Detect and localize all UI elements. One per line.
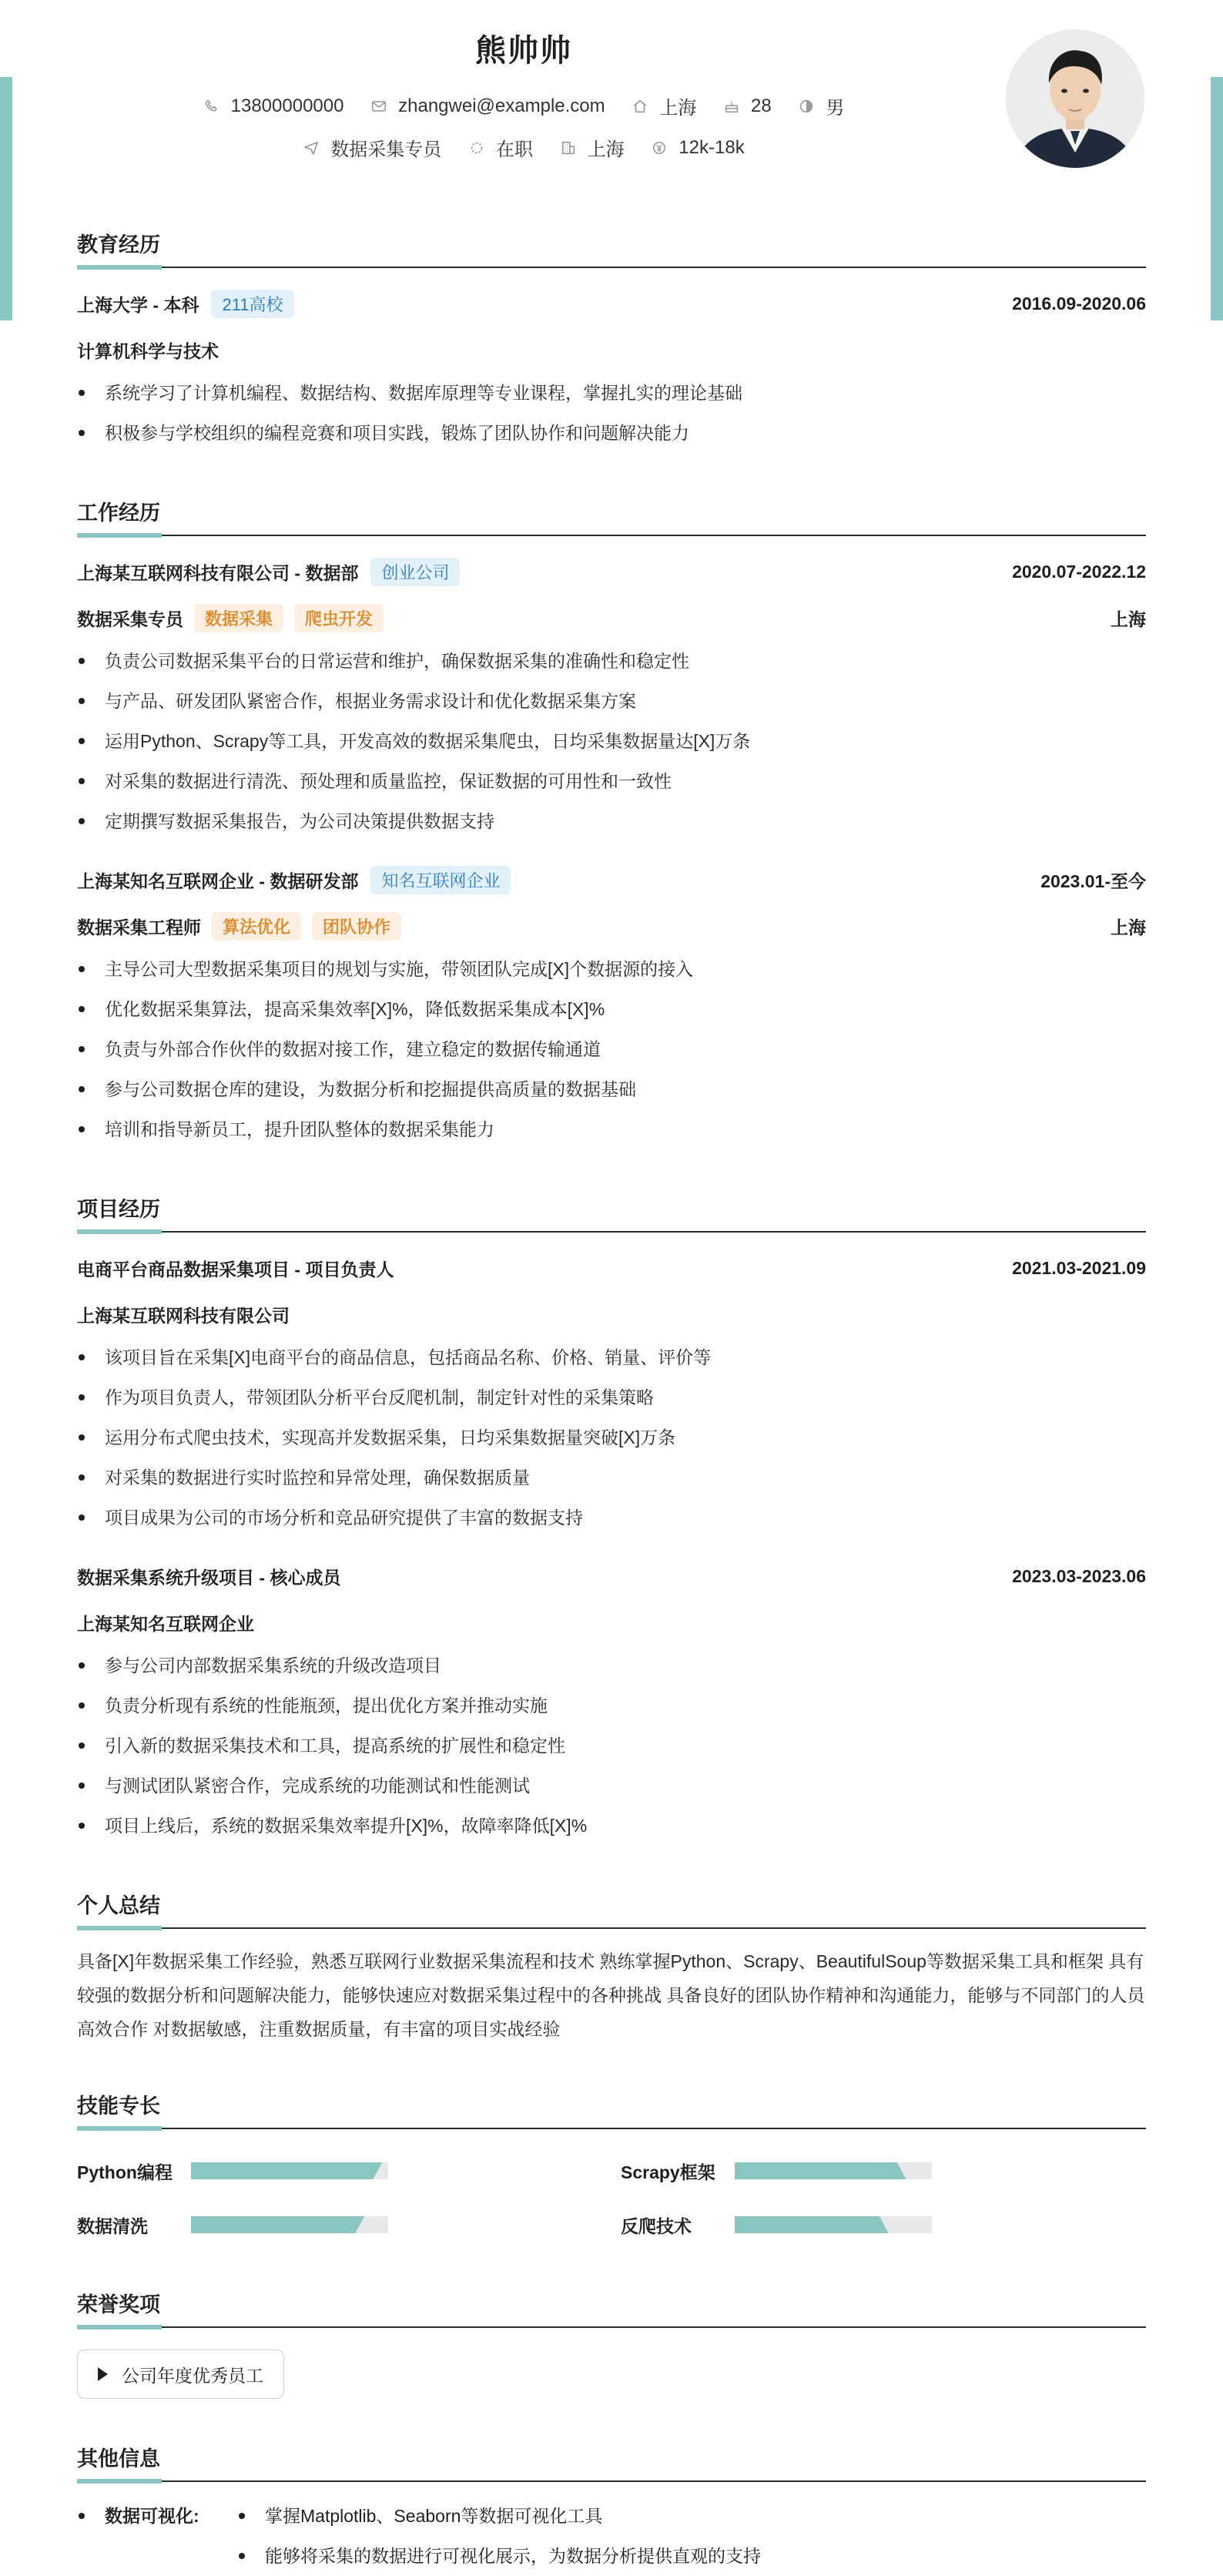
list-item: 系统学习了计算机编程、数据结构、数据库原理等专业课程，掌握扎实的理论基础: [77, 373, 1146, 413]
skill-name: Scrapy框架: [621, 2162, 715, 2182]
list-item: 负责与外部合作伙伴的数据对接工作，建立稳定的数据传输通道: [77, 1029, 1146, 1069]
list-item: 积极参与学校组织的编程竞赛和项目实践，锻炼了团队协作和问题解决能力: [77, 413, 1146, 453]
email-item: [370, 96, 605, 117]
skill-name: 数据清洗: [77, 2215, 148, 2236]
school-name: 上海大学 - 本科: [77, 294, 199, 315]
list-item: 运用分布式爬虫技术，实现高并发数据采集，日均采集数据量突破[X]万条: [77, 1417, 1146, 1457]
email-icon: [370, 98, 387, 115]
education-entry: [77, 268, 1146, 453]
section-accent: [77, 2126, 162, 2131]
gender-icon: [798, 98, 815, 115]
skill-item: [621, 2205, 1146, 2245]
section-accent: [77, 2479, 162, 2484]
project-company: 上海某知名互联网企业: [77, 1613, 254, 1634]
other-info: [77, 2482, 1146, 2576]
company-name: 上海某知名互联网企业 - 数据研发部: [77, 870, 359, 891]
project-entry-2: [77, 1538, 1146, 1846]
work-role-row: [77, 595, 1146, 641]
list-item: 定期撰写数据采集报告，为公司决策提供数据支持: [77, 801, 1146, 841]
other-info-row: [77, 2536, 1146, 2576]
list-item: 对采集的数据进行清洗、预处理和质量监控，保证数据的可用性和一致性: [77, 761, 1146, 801]
list-item: 培训和指导新员工，提升团队整体的数据采集能力: [77, 1109, 1146, 1149]
list-item: 运用Python、Scrapy等工具，开发高效的数据采集爬虫，日均采集数据量达[X]万条: [77, 721, 1146, 761]
status-icon: [468, 139, 485, 156]
summary-text: 具备[X]年数据采集工作经验，熟悉互联网行业数据采集流程和技术 熟练掌握Python、Scrapy、BeautifulSoup等数据采集工具和框架 具有较强的数据分析和问题解决能力，能够快速应对数据采集过程中的各种挑战 具备良好的团队协作精神和沟通能力，能够与不同部门的人员高效合作 对数据敏感，注重数据质量，有丰富的项目实战经验: [77, 1951, 1145, 2039]
company-tag: 知名互联网企业: [370, 866, 511, 894]
school-tag: 211高校: [211, 290, 293, 318]
age-text: 28: [750, 95, 772, 116]
other-info-row: [77, 2496, 1146, 2536]
skill-bar-fill: [735, 2216, 889, 2233]
project-company-row: [77, 1599, 1146, 1645]
city-text: 上海: [659, 98, 697, 119]
bullet-dot: [77, 2496, 105, 2536]
skill-tag: 算法优化: [212, 912, 301, 941]
project-bullets: [77, 1337, 1146, 1538]
work-bullets: [77, 949, 1146, 1149]
work-header-row: [77, 857, 1146, 903]
work-section-title: [77, 476, 1146, 536]
education-bullets: [77, 373, 1146, 453]
cake-icon: [723, 98, 740, 115]
education-period: 2016.09-2020.06: [1012, 293, 1146, 314]
city-item: [632, 92, 696, 119]
skills-grid: [77, 2129, 1146, 2245]
list-item: 与测试团队紧密合作，完成系统的功能测试和性能测试: [77, 1766, 1146, 1806]
other-line: 能够将采集的数据进行可视化展示，为数据分析提供直观的支持: [265, 2546, 761, 2566]
skills-section-title: [77, 2069, 1146, 2129]
candidate-name: 熊帅帅: [475, 34, 572, 68]
summary-title-text: 个人总结: [77, 1894, 160, 1917]
other-line: 掌握Matplotlib、Seaborn等数据可视化工具: [265, 2506, 603, 2526]
work-bullets: [77, 641, 1146, 841]
project-company: 上海某互联网科技有限公司: [77, 1305, 290, 1326]
list-item: 引入新的数据采集技术和工具，提高系统的扩展性和稳定性: [77, 1726, 1146, 1766]
list-item: 主导公司大型数据采集项目的规划与实施，带领团队完成[X]个数据源的接入: [77, 949, 1146, 989]
company-name: 上海某互联网科技有限公司 - 数据部: [77, 562, 359, 583]
projects-title-text: 项目经历: [77, 1198, 160, 1221]
awards-section-title: [77, 2268, 1146, 2328]
project-header-row: [77, 1553, 1146, 1599]
skill-bar: [191, 2216, 388, 2233]
work-location: 上海: [1111, 917, 1146, 937]
project-entry-1: [77, 1233, 1146, 1538]
section-accent: [77, 265, 162, 270]
age-item: [723, 96, 772, 117]
position-text: 数据采集专员: [330, 139, 442, 160]
phone-text: 13800000000: [230, 95, 344, 116]
work-title-text: 工作经历: [77, 501, 160, 525]
section-accent: [77, 1229, 162, 1234]
role-name: 数据采集专员: [77, 609, 183, 629]
list-item: 与产品、研发团队紧密合作，根据业务需求设计和优化数据采集方案: [77, 681, 1146, 721]
list-item: 参与公司数据仓库的建设，为数据分析和挖掘提供高质量的数据基础: [77, 1069, 1146, 1109]
phone-item: [203, 96, 344, 117]
project-bullets: [77, 1645, 1146, 1846]
list-item: 项目上线后，系统的数据采集效率提升[X]%，故障率降低[X]%: [77, 1806, 1146, 1846]
work-period: 2020.07-2022.12: [1012, 561, 1146, 582]
work-role-row: [77, 903, 1146, 949]
projects-section-title: [77, 1172, 1146, 1233]
money-icon: [651, 139, 668, 156]
project-name: 数据采集系统升级项目 - 核心成员: [77, 1567, 341, 1588]
list-item: 对采集的数据进行实时监控和异常处理，确保数据质量: [77, 1457, 1146, 1498]
resume-header: [0, 0, 1223, 185]
work-location: 上海: [1111, 609, 1146, 629]
bullet-dot: [237, 2536, 265, 2576]
gender-text: 男: [826, 98, 845, 119]
list-item: 该项目旨在采集[X]电商平台的商品信息，包括商品名称、价格、销量、评价等: [77, 1337, 1146, 1377]
skill-bar-fill: [191, 2216, 364, 2233]
play-triangle-icon: [98, 2367, 108, 2381]
gender-item: [798, 92, 844, 119]
list-item: 优化数据采集算法，提高采集效率[X]%，降低数据采集成本[X]%: [77, 989, 1146, 1029]
skill-bar: [191, 2162, 388, 2179]
work-period: 2023.01-至今: [1040, 870, 1146, 891]
education-major-row: [77, 327, 1146, 373]
salary-item: [651, 137, 744, 159]
avatar: [1006, 29, 1144, 168]
role-name: 数据采集工程师: [77, 917, 201, 937]
education-header-row: [77, 280, 1146, 327]
project-period: 2021.03-2021.09: [1012, 1257, 1146, 1278]
other-section-title: [77, 2422, 1146, 2482]
work-header-row: [77, 548, 1146, 595]
skill-bar-fill: [735, 2162, 906, 2179]
home-icon: [632, 98, 648, 115]
skill-name: 反爬技术: [621, 2215, 692, 2236]
building-icon: [560, 139, 577, 156]
project-name: 电商平台商品数据采集项目 - 项目负责人: [77, 1259, 394, 1280]
project-period: 2023.03-2023.06: [1012, 1565, 1146, 1586]
skill-item: [77, 2205, 621, 2245]
contact-row: [0, 92, 1047, 120]
other-title-text: 其他信息: [77, 2447, 160, 2470]
project-company-row: [77, 1291, 1146, 1337]
skill-item: [77, 2151, 621, 2191]
work-entry-2: [77, 841, 1146, 1149]
skill-bar: [735, 2216, 932, 2233]
skill-bar-fill: [191, 2162, 382, 2179]
section-accent: [77, 533, 162, 538]
target-city-text: 上海: [587, 139, 625, 160]
education-section-title: [77, 208, 1146, 268]
list-item: 作为项目负责人，带领团队分析平台反爬机制，制定针对性的采集策略: [77, 1377, 1146, 1417]
status-item: [468, 134, 533, 161]
skill-tag: 数据采集: [194, 604, 283, 632]
target-city-item: [560, 134, 625, 161]
skill-name: Python编程: [77, 2162, 173, 2182]
award-item[interactable]: [77, 2350, 284, 2399]
skill-item: [621, 2151, 1146, 2191]
section-accent: [77, 1926, 162, 1930]
summary-section-title: [77, 1869, 1146, 1929]
list-item: 项目成果为公司的市场分析和竞品研究提供了丰富的数据支持: [77, 1498, 1146, 1538]
skills-title-text: 技能专长: [77, 2095, 160, 2118]
list-item: 负责公司数据采集平台的日常运营和维护，确保数据采集的准确性和稳定性: [77, 641, 1146, 681]
salary-text: 12k-18k: [679, 136, 745, 158]
skill-tag: 团队协作: [312, 912, 401, 941]
section-accent: [77, 2325, 162, 2329]
phone-icon: [203, 98, 220, 115]
list-item: 负责分析现有系统的性能瓶颈，提出优化方案并推动实施: [77, 1685, 1146, 1726]
skill-bar: [735, 2162, 932, 2179]
other-label: 数据可视化:: [105, 2506, 199, 2526]
resume-body: [77, 185, 1146, 2576]
send-icon: [303, 139, 320, 156]
award-text: 公司年度优秀员工: [122, 2365, 263, 2386]
company-tag: 创业公司: [370, 558, 460, 586]
email-text: zhangwei@example.com: [398, 95, 605, 116]
major-name: 计算机科学与技术: [77, 340, 219, 361]
work-entry-1: [77, 536, 1146, 841]
job-intent-row: [0, 134, 1047, 162]
project-header-row: [77, 1245, 1146, 1291]
position-item: [303, 134, 441, 161]
education-title-text: 教育经历: [77, 233, 160, 257]
status-text: 在职: [495, 139, 533, 160]
awards-title-text: 荣誉奖项: [77, 2293, 160, 2316]
list-item: 参与公司内部数据采集系统的升级改造项目: [77, 1645, 1146, 1685]
skill-tag: 爬虫开发: [294, 604, 384, 632]
